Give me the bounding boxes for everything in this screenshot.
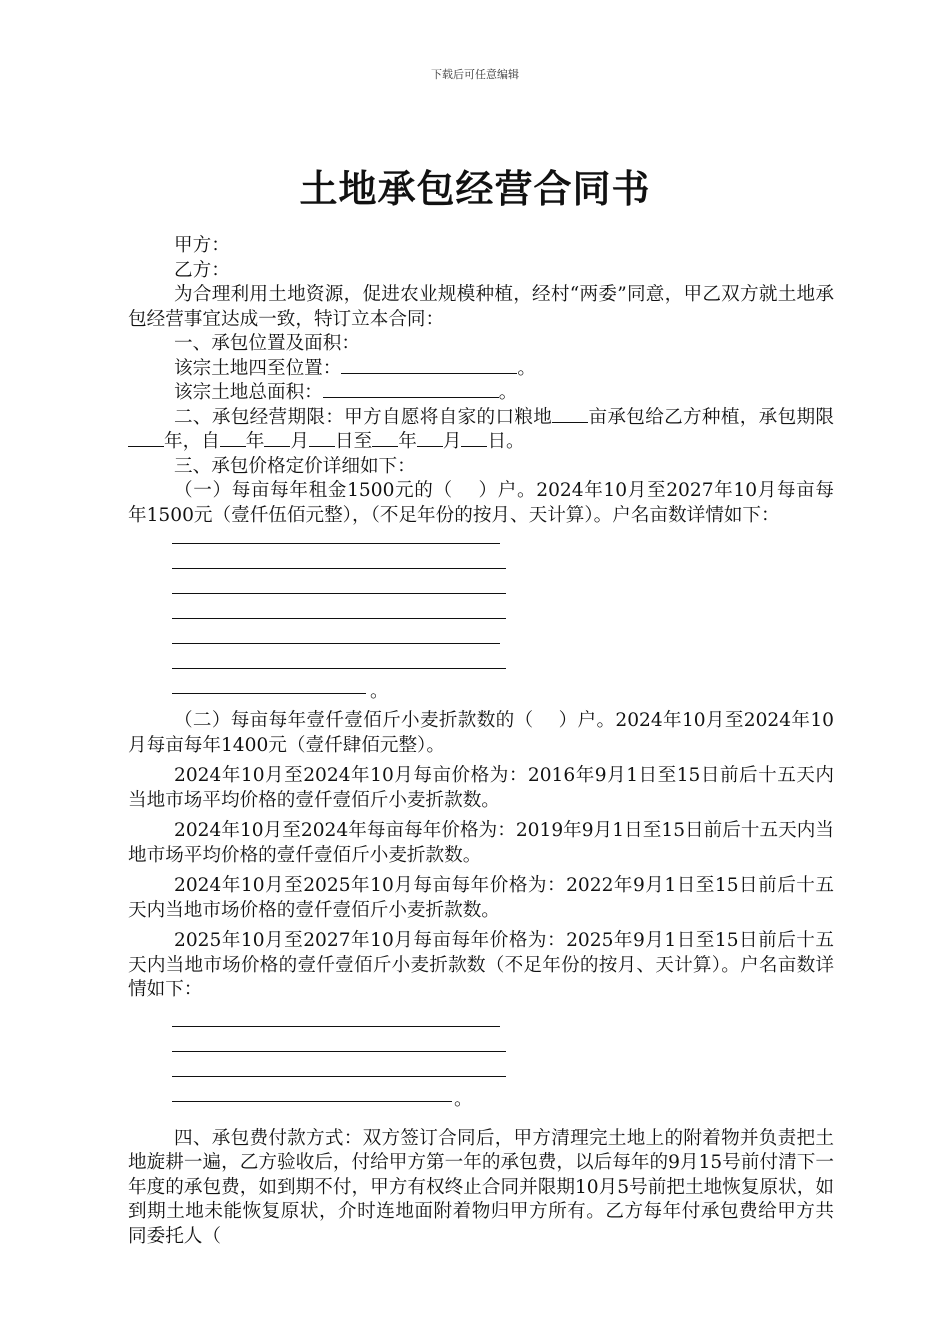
price-paragraph-4: 2025年10月至2027年10月每亩每年价格为：2025年9月1日至15日前后十五天内当地市场价格的壹仟壹佰斤小麦折款数（不足年份的按月、天计算）。户名亩数详情如下：: [128, 930, 834, 1000]
area-blank[interactable]: [323, 381, 499, 398]
start-day-blank[interactable]: [309, 430, 335, 447]
household-line[interactable]: [172, 1015, 500, 1027]
term-years-blank[interactable]: [128, 430, 164, 447]
section3-part1: （一）每亩每年租金1500元的（ ）户。2024年10月至2027年10月每亩每年1500元（壹仟伍佰元整），（不足年份的按月、天计算）。户名亩数详情如下：: [128, 480, 834, 526]
start-month-blank[interactable]: [264, 430, 290, 447]
header-note: 下载后可任意编辑: [431, 68, 519, 81]
household-line[interactable]: [172, 532, 500, 544]
household-line[interactable]: [172, 682, 366, 694]
end-year-blank[interactable]: [372, 430, 398, 447]
party-a-line: 甲方：: [174, 235, 230, 256]
price-paragraph-2: 2024年10月至2024年每亩每年价格为：2019年9月1日至15日前后十五天内当地市场平均价格的壹仟壹佰斤小麦折款数。: [128, 820, 834, 866]
end-month-blank[interactable]: [417, 430, 443, 447]
list-end-mark: 。: [370, 681, 389, 702]
intro-paragraph: 为合理利用土地资源，促进农业规模种植，经村“两委”同意，甲乙双方就土地承包经营事宜达成一致，特订立本合同：: [128, 284, 834, 330]
area-line: [128, 381, 834, 406]
section2-text-3: 年，自: [164, 431, 220, 452]
section2-text-5: 月: [290, 431, 310, 452]
end-day-blank[interactable]: [461, 430, 487, 447]
price-paragraph-3: 2024年10月至2025年10月每亩每年价格为：2022年9月1日至15日前后十五天内当地市场价格的壹仟壹佰斤小麦折款数。: [128, 875, 834, 921]
household-line[interactable]: [172, 632, 500, 644]
section2-text-9: 日。: [487, 431, 525, 452]
document-title: 土地承包经营合同书: [299, 166, 651, 211]
section2-text-1: 二、承包经营期限：甲方自愿将自家的口粮地: [174, 406, 553, 428]
area-end: 。: [498, 382, 518, 403]
contract-body: [128, 234, 834, 1249]
household-line[interactable]: [172, 557, 506, 569]
household-list-1: [172, 528, 834, 703]
list-end-mark: 。: [454, 1088, 473, 1110]
section2-paragraph: [128, 406, 834, 455]
section2-text-8: 月: [442, 431, 462, 452]
household-line[interactable]: [172, 607, 506, 619]
household-list-2: [172, 1011, 834, 1111]
section2-text-6: 日至: [335, 431, 373, 452]
section2-text-4: 年: [245, 431, 265, 452]
section3-part2: （二）每亩每年壹仟壹佰斤小麦折款数的（ ）户。2024年10月至2024年10月每亩每年1400元（壹仟肆佰元整）。: [128, 710, 834, 756]
boundary-end: 。: [517, 357, 536, 379]
household-line[interactable]: [172, 582, 506, 594]
household-line[interactable]: [172, 1065, 506, 1077]
section4-paragraph: 四、承包费付款方式：双方签订合同后，甲方清理完土地上的附着物并负责把土地旋耕一遍，乙方验收后，付给甲方第一年的承包费，以后每年的9月15号前付清下一年度的承包费，如到期不付，甲方有权终止合同并限期10月5号前把土地恢复原状，如到期土地未能恢复原状，介时连地面附着物归甲方所有。乙方每年付承包费给甲方共同委托人（: [128, 1127, 834, 1247]
household-line[interactable]: [172, 1040, 506, 1052]
section1-heading: 一、承包位置及面积：: [174, 333, 360, 354]
household-line[interactable]: [172, 1090, 452, 1102]
section3-heading: 三、承包价格定价详细如下：: [174, 455, 416, 477]
section2-text-2: 亩承包给乙方种植，承包期限: [588, 406, 834, 428]
area-label: 该宗土地总面积：: [174, 382, 323, 403]
price-paragraph-1: 2024年10月至2024年10月每亩价格为：2016年9月1日至15日前后十五天内当地市场平均价格的壹仟壹佰斤小麦折款数。: [128, 765, 834, 811]
acreage-blank[interactable]: [552, 406, 588, 423]
boundary-label: 该宗土地四至位置：: [174, 357, 342, 379]
household-line[interactable]: [172, 657, 506, 669]
party-b-line: 乙方：: [174, 259, 230, 281]
start-year-blank[interactable]: [220, 430, 246, 447]
boundary-blank[interactable]: [341, 357, 517, 374]
section2-text-7: 年: [398, 431, 417, 452]
boundary-line: [128, 357, 834, 382]
